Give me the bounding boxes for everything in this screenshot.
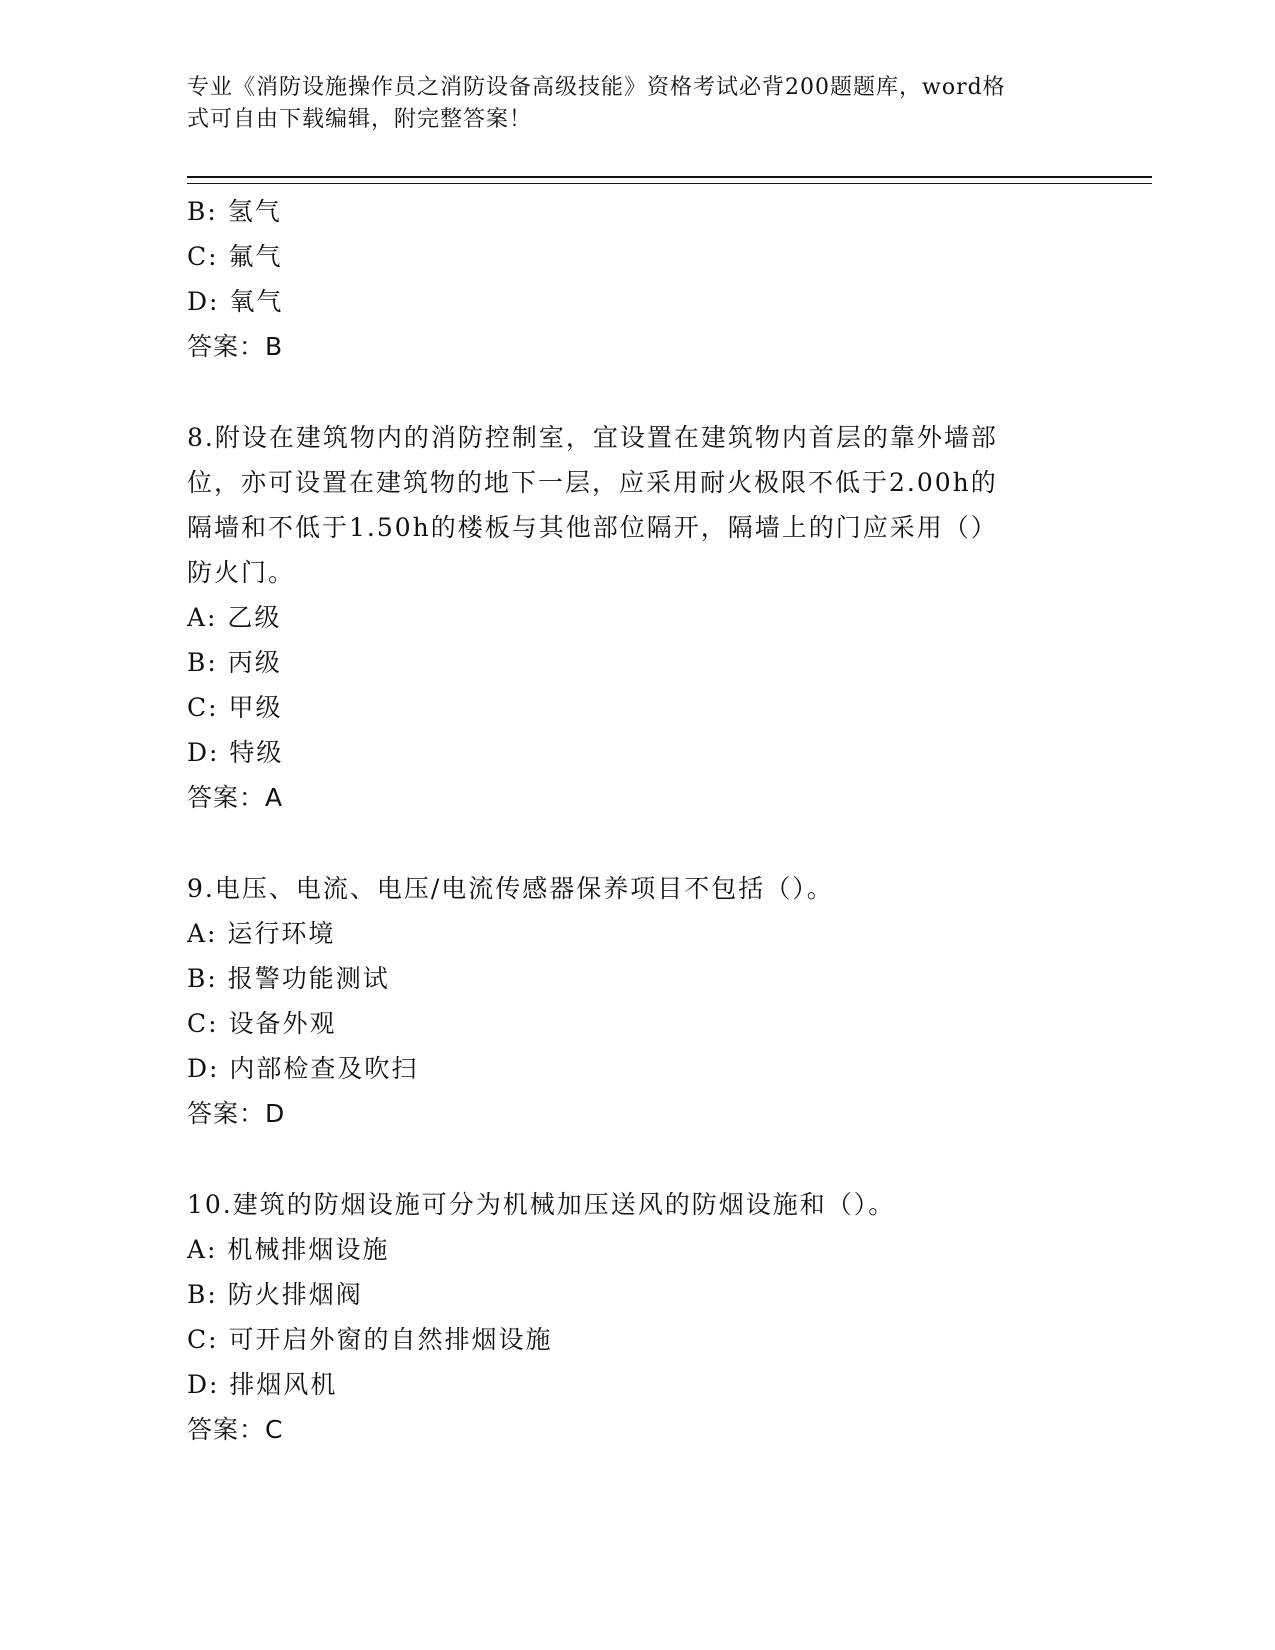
option-c: C: 可开启外窗的自然排烟设施 xyxy=(187,1325,553,1354)
question-text-line: 10.建筑的防烟设施可分为机械加压送风的防烟设施和（）。 xyxy=(187,1190,896,1219)
option-d: D: 特级 xyxy=(187,738,284,767)
option-d: D: 排烟风机 xyxy=(187,1370,338,1399)
answer-line: 答案：D xyxy=(187,1099,286,1128)
option-b: B: 报警功能测试 xyxy=(187,964,390,993)
question-text-line: 8.附设在建筑物内的消防控制室，宜设置在建筑物内首层的靠外墙部 xyxy=(187,423,998,452)
question-text-line: 位，亦可设置在建筑物的地下一层，应采用耐火极限不低于2.00h的 xyxy=(187,468,998,497)
option-c: C: 氟气 xyxy=(187,242,283,271)
header-line-2: 式可自由下载编辑，附完整答案！ xyxy=(187,107,533,132)
option-a: A: 机械排烟设施 xyxy=(187,1235,390,1264)
option-a: A: 乙级 xyxy=(187,603,282,632)
option-c: C: 设备外观 xyxy=(187,1009,337,1038)
option-c: C: 甲级 xyxy=(187,693,283,722)
question-block-7 xyxy=(187,189,1067,369)
question-text-line: 隔墙和不低于1.50h的楼板与其他部位隔开，隔墙上的门应采用（） xyxy=(187,513,998,542)
header-divider xyxy=(187,176,1152,184)
question-block-9 xyxy=(187,866,1067,1136)
option-d: D: 氧气 xyxy=(187,287,284,316)
header-line-1: 专业《消防设施操作员之消防设备高级技能》资格考试必背200题题库，word格 xyxy=(187,75,1006,100)
document-body xyxy=(187,189,1067,1452)
option-b: B: 丙级 xyxy=(187,648,282,677)
option-b: B: 氢气 xyxy=(187,197,282,226)
page-header xyxy=(187,72,1067,136)
answer-line: 答案：A xyxy=(187,783,284,812)
question-text-line: 防火门。 xyxy=(187,558,296,587)
option-d: D: 内部检查及吹扫 xyxy=(187,1054,419,1083)
question-text-line: 9.电压、电流、电压/电流传感器保养项目不包括（）。 xyxy=(187,874,834,903)
question-block-10 xyxy=(187,1182,1067,1452)
answer-line: 答案：C xyxy=(187,1415,284,1444)
answer-line: 答案：B xyxy=(187,332,284,361)
option-a: A: 运行环境 xyxy=(187,919,336,948)
option-b: B: 防火排烟阀 xyxy=(187,1280,363,1309)
question-block-8 xyxy=(187,415,1067,820)
